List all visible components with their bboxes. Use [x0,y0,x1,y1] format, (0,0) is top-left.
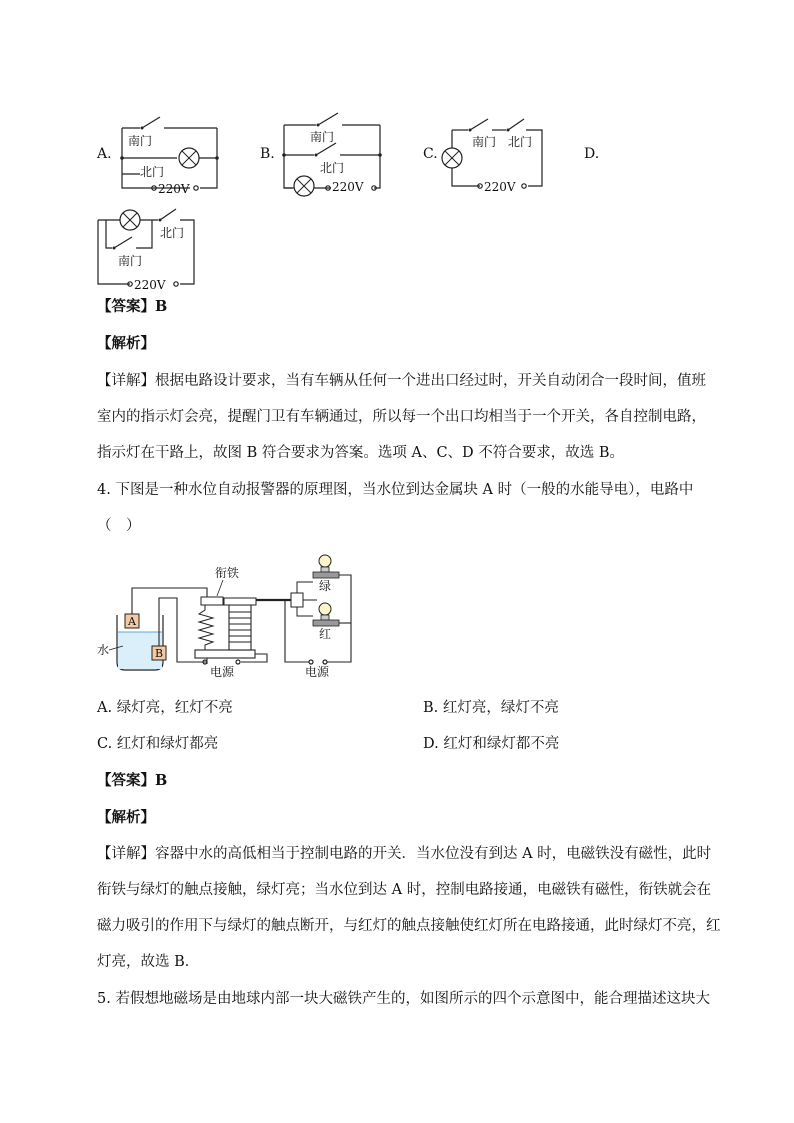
q4-choice-b[interactable]: B. 红灯亮，绿灯不亮 [423,700,559,716]
label-south-gate: 南门 [118,254,143,268]
label-red: 红 [319,627,332,641]
option-b-label: B. [260,146,275,162]
label-block-a: A [128,615,136,628]
q4-explanation-line-4: 灯亮，故选 B． [97,954,200,970]
q4-stem-line-2: （ ） [97,518,141,534]
circuit-diagram-d [92,204,204,294]
label-voltage: 220V [484,180,516,194]
label-power-left: 电源 [210,665,235,679]
green-lamp-icon [319,555,331,567]
label-armature: 衔铁 [215,566,240,580]
q4-explanation-line-2: 衔铁与绿灯的触点接触，绿灯亮；当水位到达 A 时，控制电路接通，电磁铁有磁性，衔铁就会在 [97,882,712,898]
circuit-diagram-c [438,110,548,195]
label-south-gate: 南门 [472,135,497,149]
q4-answer: 【答案】B [97,772,168,789]
option-d-label: D. [584,146,600,162]
label-south-gate: 南门 [310,130,335,144]
label-north-gate: 北门 [160,226,185,240]
q3-explanation-line-2: 室内的指示灯会亮，提醒门卫有车辆通过，所以每一个出口均相当于一个开关，各自控制电路， [97,409,706,425]
q4-stem-line-1: 4. 下图是一种水位自动报警器的原理图，当水位到达金属块 A 时（一般的水能导电），电路中 [97,482,694,498]
q3-explanation-line-1: 【详解】根据电路设计要求，当有车辆从任何一个进出口经过时，开关自动闭合一段时间，值班 [97,373,706,389]
option-a-label: A. [97,146,112,162]
label-north-gate: 北门 [320,161,345,175]
label-north-gate: 北门 [140,165,165,179]
q3-explanation-line-3: 指示灯在干路上，故图 B 符合要求为答案。选项 A、C、D 不符合要求，故选 B。 [97,445,625,461]
water-level-alarm-figure [95,550,360,685]
circuit-diagram-a [112,108,227,198]
label-green: 绿 [319,579,332,593]
q4-explanation-line-3: 磁力吸引的作用下与绿灯的触点断开，与红灯的触点接触使红灯所在电路接通，此时绿灯不亮，红 [97,918,721,934]
label-water: 水 [97,643,110,657]
q4-choice-a[interactable]: A. 绿灯亮，红灯不亮 [97,700,233,716]
q4-choice-c[interactable]: C. 红灯和绿灯都亮 [97,736,219,752]
red-lamp-icon [319,603,331,615]
q5-stem-line-1: 5. 若假想地磁场是由地球内部一块大磁铁产生的，如图所示的四个示意图中，能合理描述这块大 [97,991,710,1007]
q4-explanation-line-1: 【详解】容器中水的高低相当于控制电路的开关．当水位没有到达 A 时，电磁铁没有磁性，此时 [97,846,712,862]
label-south-gate: 南门 [128,134,153,148]
label-power-right: 电源 [305,665,330,679]
q3-analysis-heading: 【解析】 [97,335,155,352]
label-voltage: 220V [332,180,364,194]
option-c-label: C. [423,146,438,162]
label-voltage: 220V [158,182,190,196]
q3-answer: 【答案】B [97,298,168,315]
label-block-b: B [155,647,164,660]
circuit-diagram-b [276,108,391,198]
label-voltage: 220V [134,278,166,292]
q4-choice-d[interactable]: D. 红灯和绿灯都不亮 [423,736,560,752]
q4-analysis-heading: 【解析】 [97,809,155,826]
label-north-gate: 北门 [508,135,533,149]
